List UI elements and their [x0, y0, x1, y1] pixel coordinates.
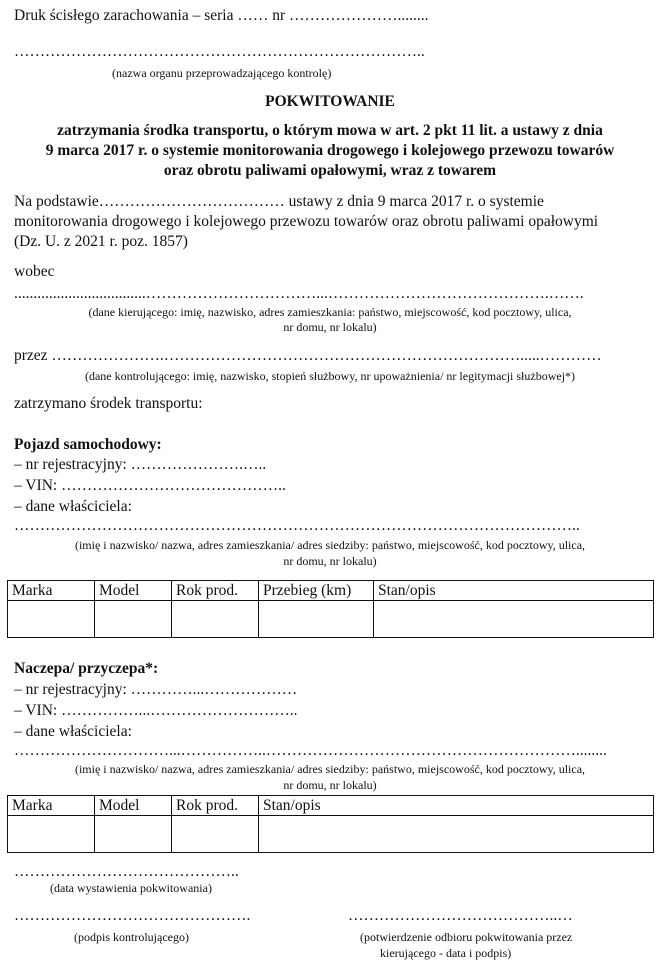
column-header-brand: Marka	[8, 581, 95, 601]
organ-name-field: ……………………………………………………………………..	[14, 43, 425, 60]
cell-brand[interactable]	[8, 816, 95, 853]
trailer-owner-label: – dane właściciela:	[14, 723, 132, 740]
vehicle-registration-field: – nr rejestracyjny: ………………….…..	[14, 456, 267, 473]
cell-condition[interactable]	[259, 816, 654, 853]
inspector-signature-field: ……………………………………….	[14, 907, 251, 924]
vehicle-vin-field: – VIN: ……………………………………..	[14, 477, 286, 494]
column-header-condition: Stan/opis	[259, 796, 654, 816]
vehicle-owner-field: ………………………………………………………………………………………………..	[14, 517, 580, 534]
vehicle-owner-caption-1: (imię i nazwisko/ nazwa, adres zamieszkania/ adres siedziby: państwo, miejscowość, kod pocztowy, ulica,	[74, 538, 586, 552]
issue-date-caption: (data wystawienia pokwitowania)	[50, 881, 212, 895]
trailer-owner-caption-1: (imię i nazwisko/ nazwa, adres zamieszkania/ adres siedziby: państwo, miejscowość, kod pocztowy, ulica,	[74, 762, 586, 776]
column-header-model: Model	[95, 796, 172, 816]
document-title: POKWITOWANIE	[265, 93, 395, 110]
column-header-year: Rok prod.	[172, 796, 259, 816]
trailer-details-table	[7, 795, 654, 853]
driver-data-field: ..................................……………………………...…………………………………….…….	[14, 285, 584, 302]
table-header-row	[8, 581, 654, 601]
organ-name-caption: (nazwa organu przeprowadzającego kontrolę)	[112, 66, 332, 80]
trailer-owner-field: …………………………...……………..……………………………………………………........	[14, 742, 607, 759]
vehicle-heading: Pojazd samochodowy:	[14, 436, 162, 453]
series-number-line: Druk ścisłego zarachowania – seria …… nr …………………........	[14, 7, 429, 24]
trailer-vin-field: – VIN: ……………...………………………..	[14, 702, 298, 719]
vehicle-owner-caption-2: nr domu, nr lokalu)	[283, 554, 377, 568]
vehicle-stopped-statement: zatrzymano środek transportu:	[14, 395, 203, 412]
column-header-year: Rok prod.	[172, 581, 259, 601]
vehicle-details-table	[7, 580, 654, 638]
issue-date-field: ……………………………………..	[14, 863, 239, 880]
cell-year[interactable]	[172, 816, 259, 853]
cell-brand[interactable]	[8, 601, 95, 638]
column-header-condition: Stan/opis	[374, 581, 654, 601]
trailer-heading: Naczepa/ przyczepa*:	[14, 660, 159, 677]
legal-basis-line-1: Na podstawie……………………………… ustawy z dnia 9 marca 2017 r. o systemie	[14, 193, 544, 210]
cell-mileage[interactable]	[259, 601, 374, 638]
driver-label: wobec	[14, 263, 55, 280]
receipt-confirmation-field: …………………………………..…	[348, 907, 573, 924]
inspector-signature-caption: (podpis kontrolującego)	[74, 930, 189, 944]
cell-condition[interactable]	[374, 601, 654, 638]
title-subline-3: oraz obrotu paliwami opałowymi, wraz z towarem	[163, 162, 497, 179]
receipt-confirmation-caption-2: kierującego - data i podpis)	[380, 946, 512, 960]
legal-basis-line-3: (Dz. U. z 2021 r. poz. 1857)	[14, 233, 188, 250]
cell-year[interactable]	[172, 601, 259, 638]
title-subline-1: zatrzymania środka transportu, o którym mowa w art. 2 pkt 11 lit. a ustawy z dnia	[57, 122, 603, 139]
vehicle-owner-label: – dane właściciela:	[14, 498, 132, 515]
column-header-model: Model	[95, 581, 172, 601]
driver-data-caption-1: (dane kierującego: imię, nazwisko, adres zamieszkania: państwo, miejscowość, kod pocztowy, ulica,	[88, 305, 572, 319]
driver-data-caption-2: nr domu, nr lokalu)	[283, 320, 377, 334]
column-header-brand: Marka	[8, 796, 95, 816]
trailer-owner-caption-2: nr domu, nr lokalu)	[283, 778, 377, 792]
receipt-confirmation-caption-1: (potwierdzenie odbioru pokwitowania przez	[360, 930, 573, 944]
table-row	[8, 601, 654, 638]
table-header-row	[8, 796, 654, 816]
table-row	[8, 816, 654, 853]
title-subline-2: 9 marca 2017 r. o systemie monitorowania drogowego i kolejowego przewozu towarów	[45, 142, 615, 159]
cell-model[interactable]	[95, 816, 172, 853]
trailer-registration-field: – nr rejestracyjny: …………...………………	[14, 681, 298, 698]
legal-basis-line-2: monitorowania drogowego i kolejowego przewozu towarów oraz obrotu paliwami opałowymi	[14, 213, 599, 230]
inspector-data-field: przez ………………….…………………………………………………………….....…………	[14, 347, 602, 364]
column-header-mileage: Przebieg (km)	[259, 581, 374, 601]
inspector-data-caption: (dane kontrolującego: imię, nazwisko, stopień służbowy, nr upoważnienia/ nr legitymacji służbowej*)	[84, 369, 576, 383]
cell-model[interactable]	[95, 601, 172, 638]
